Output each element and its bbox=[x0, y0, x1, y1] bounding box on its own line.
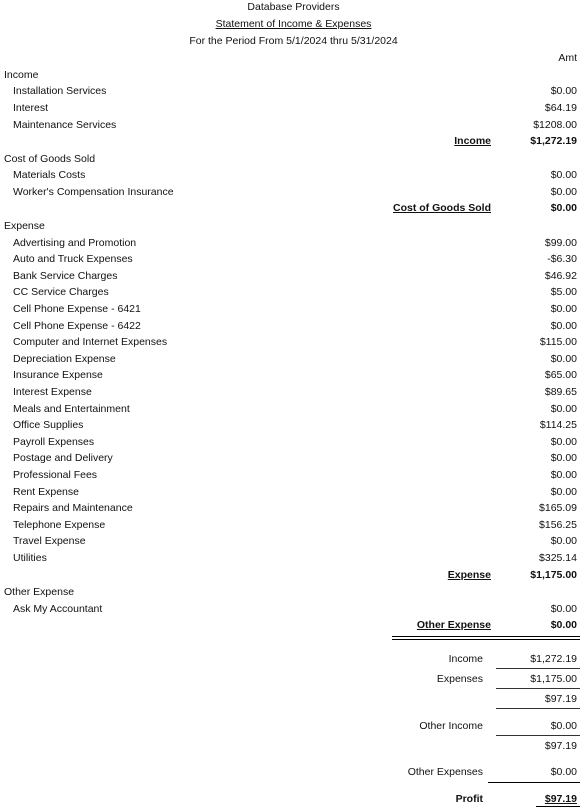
line-item-amount: $46.92 bbox=[544, 270, 577, 282]
line-item-amount: $64.19 bbox=[544, 102, 577, 114]
summary-rule bbox=[496, 735, 580, 736]
summary-subtotal-amount: $97.19 bbox=[544, 740, 577, 752]
line-item-label: Cell Phone Expense - 6421 bbox=[13, 303, 141, 315]
line-item-label: Interest Expense bbox=[13, 386, 92, 398]
statement-title: Statement of Income & Expenses bbox=[215, 18, 372, 30]
line-item-label: Depreciation Expense bbox=[13, 353, 116, 365]
line-item-amount: $114.25 bbox=[539, 419, 577, 431]
summary-other-income-amount: $0.00 bbox=[550, 720, 577, 732]
line-item-amount: $0.00 bbox=[550, 436, 577, 448]
line-item-label: Advertising and Promotion bbox=[13, 237, 137, 249]
line-item-label: Materials Costs bbox=[13, 169, 86, 181]
line-item-label: Telephone Expense bbox=[13, 519, 106, 531]
line-item-label: CC Service Charges bbox=[13, 286, 109, 298]
summary-top-rule-double bbox=[392, 639, 580, 640]
line-item-label: Computer and Internet Expenses bbox=[13, 336, 168, 348]
expense-total-amount: $1,175.00 bbox=[530, 569, 577, 581]
summary-other-expenses-label: Other Expenses bbox=[407, 766, 483, 778]
line-item-label: Travel Expense bbox=[13, 535, 86, 547]
line-item-label: Installation Services bbox=[13, 85, 107, 97]
section-heading-other-expense: Other Expense bbox=[4, 586, 75, 598]
profit-label: Profit bbox=[455, 793, 483, 805]
line-item-label: Rent Expense bbox=[13, 486, 79, 498]
line-item-amount: $156.25 bbox=[539, 519, 577, 531]
line-item-label: Office Supplies bbox=[13, 419, 84, 431]
line-item-amount: $115.00 bbox=[539, 336, 577, 348]
line-item-label: Repairs and Maintenance bbox=[13, 502, 133, 514]
line-item-amount: $89.65 bbox=[544, 386, 577, 398]
line-item-label: Ask My Accountant bbox=[13, 603, 103, 615]
summary-rule bbox=[496, 708, 580, 709]
line-item-amount: $165.09 bbox=[539, 502, 577, 514]
line-item-label: Utilities bbox=[13, 552, 47, 564]
company-name: Database Providers bbox=[247, 1, 340, 13]
other-expense-total-amount: $0.00 bbox=[550, 619, 577, 631]
summary-income-amount: $1,272.19 bbox=[530, 653, 577, 665]
income-total-amount: $1,272.19 bbox=[530, 135, 577, 147]
statement-period: For the Period From 5/1/2024 thru 5/31/2024 bbox=[189, 35, 398, 47]
line-item-label: Worker's Compensation Insurance bbox=[13, 186, 174, 198]
line-item-label: Auto and Truck Expenses bbox=[13, 253, 133, 265]
section-heading-expense: Expense bbox=[4, 220, 45, 232]
line-item-amount: $0.00 bbox=[550, 303, 577, 315]
cogs-total-amount: $0.00 bbox=[550, 202, 577, 214]
line-item-amount: $0.00 bbox=[550, 469, 577, 481]
summary-rule bbox=[496, 668, 580, 669]
line-item-label: Postage and Delivery bbox=[13, 452, 113, 464]
line-item-amount: $0.00 bbox=[550, 452, 577, 464]
other-expense-total-label: Other Expense bbox=[416, 619, 491, 631]
expense-total-label: Expense bbox=[447, 569, 491, 581]
section-heading-cogs: Cost of Goods Sold bbox=[4, 153, 96, 165]
line-item-label: Payroll Expenses bbox=[13, 436, 95, 448]
summary-rule bbox=[488, 782, 580, 783]
summary-rule bbox=[496, 688, 580, 689]
line-item-amount: -$6.30 bbox=[547, 253, 577, 265]
line-item-amount: $0.00 bbox=[550, 603, 577, 615]
amount-column-header: Amt bbox=[558, 52, 577, 64]
line-item-amount: $0.00 bbox=[550, 169, 577, 181]
line-item-amount: $0.00 bbox=[550, 535, 577, 547]
line-item-amount: $0.00 bbox=[550, 85, 577, 97]
profit-amount: $97.19 bbox=[544, 793, 577, 805]
line-item-label: Meals and Entertainment bbox=[13, 403, 130, 415]
line-item-amount: $0.00 bbox=[550, 403, 577, 415]
section-heading-income: Income bbox=[4, 69, 39, 81]
summary-expenses-amount: $1,175.00 bbox=[530, 673, 577, 685]
line-item-amount: $0.00 bbox=[550, 186, 577, 198]
summary-subtotal-amount: $97.19 bbox=[544, 693, 577, 705]
line-item-amount: $5.00 bbox=[550, 286, 577, 298]
summary-other-income-label: Other Income bbox=[419, 720, 483, 732]
line-item-amount: $0.00 bbox=[550, 353, 577, 365]
summary-expenses-label: Expenses bbox=[436, 673, 483, 685]
summary-top-rule bbox=[392, 636, 580, 637]
line-item-amount: $65.00 bbox=[544, 369, 577, 381]
line-item-label: Bank Service Charges bbox=[13, 270, 118, 282]
line-item-amount: $99.00 bbox=[544, 237, 577, 249]
summary-income-label: Income bbox=[448, 653, 483, 665]
income-total-label: Income bbox=[454, 135, 491, 147]
line-item-amount: $0.00 bbox=[550, 486, 577, 498]
line-item-amount: $325.14 bbox=[539, 552, 577, 564]
summary-other-expenses-amount: $0.00 bbox=[550, 766, 577, 778]
line-item-label: Maintenance Services bbox=[13, 119, 117, 131]
line-item-amount: $1208.00 bbox=[533, 119, 577, 131]
line-item-label: Cell Phone Expense - 6422 bbox=[13, 320, 141, 332]
line-item-amount: $0.00 bbox=[550, 320, 577, 332]
cogs-total-label: Cost of Goods Sold bbox=[393, 202, 491, 214]
line-item-label: Professional Fees bbox=[13, 469, 98, 481]
line-item-label: Insurance Expense bbox=[13, 369, 103, 381]
line-item-label: Interest bbox=[13, 102, 49, 114]
